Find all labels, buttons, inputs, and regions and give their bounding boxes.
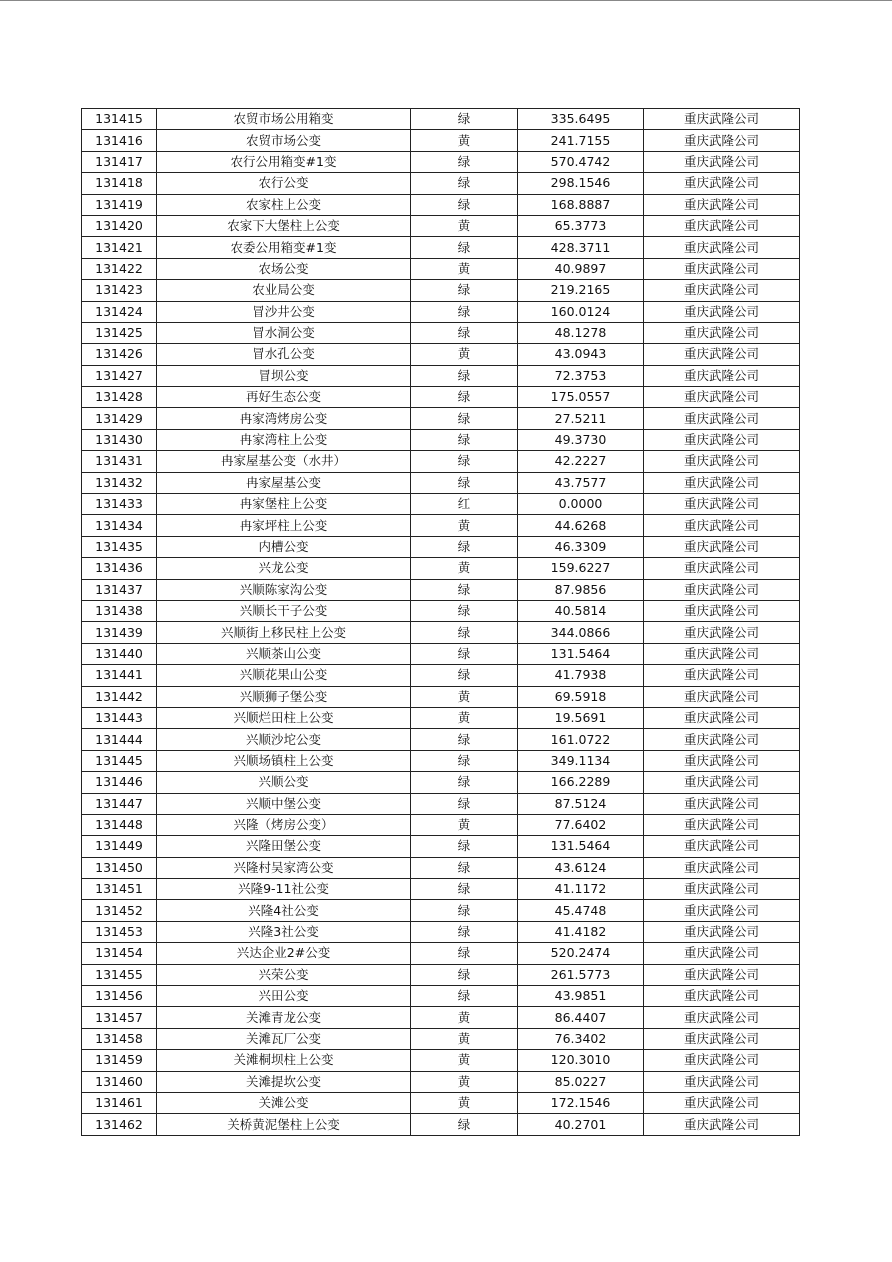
name-cell: 冉家堡柱上公变: [157, 494, 411, 515]
value-cell: 87.5124: [518, 793, 644, 814]
value-cell: 86.4407: [518, 1007, 644, 1028]
status-cell: 绿: [411, 900, 518, 921]
id-cell: 131424: [82, 301, 157, 322]
name-cell: 再好生态公变: [157, 387, 411, 408]
table-row: [82, 1028, 800, 1049]
value-cell: 42.2227: [518, 451, 644, 472]
name-cell: 关滩公变: [157, 1092, 411, 1113]
table-row: [82, 322, 800, 343]
company-cell: 重庆武隆公司: [644, 536, 800, 557]
name-cell: 兴顺公变: [157, 772, 411, 793]
status-cell: 绿: [411, 301, 518, 322]
company-cell: 重庆武隆公司: [644, 429, 800, 450]
value-cell: 349.1134: [518, 750, 644, 771]
company-cell: 重庆武隆公司: [644, 579, 800, 600]
status-cell: 绿: [411, 750, 518, 771]
value-cell: 0.0000: [518, 494, 644, 515]
name-cell: 兴荣公变: [157, 964, 411, 985]
table-row: [82, 1007, 800, 1028]
value-cell: 168.8887: [518, 194, 644, 215]
name-cell: 冉家屋基公变: [157, 472, 411, 493]
company-cell: 重庆武隆公司: [644, 750, 800, 771]
name-cell: 农行公变: [157, 173, 411, 194]
id-cell: 131452: [82, 900, 157, 921]
value-cell: 69.5918: [518, 686, 644, 707]
table-row: [82, 408, 800, 429]
status-cell: 绿: [411, 964, 518, 985]
name-cell: 农行公用箱变#1变: [157, 151, 411, 172]
company-cell: 重庆武隆公司: [644, 643, 800, 664]
status-cell: 黄: [411, 707, 518, 728]
status-cell: 绿: [411, 173, 518, 194]
status-cell: 黄: [411, 1050, 518, 1071]
value-cell: 45.4748: [518, 900, 644, 921]
id-cell: 131427: [82, 365, 157, 386]
table-row: [82, 857, 800, 878]
name-cell: 兴隆田堡公变: [157, 836, 411, 857]
company-cell: 重庆武隆公司: [644, 686, 800, 707]
company-cell: 重庆武隆公司: [644, 622, 800, 643]
id-cell: 131433: [82, 494, 157, 515]
name-cell: 农业局公变: [157, 280, 411, 301]
id-cell: 131441: [82, 665, 157, 686]
id-cell: 131416: [82, 130, 157, 151]
name-cell: 兴隆9-11社公变: [157, 879, 411, 900]
table-row: [82, 109, 800, 130]
company-cell: 重庆武隆公司: [644, 365, 800, 386]
value-cell: 159.6227: [518, 558, 644, 579]
id-cell: 131419: [82, 194, 157, 215]
value-cell: 72.3753: [518, 365, 644, 386]
value-cell: 161.0722: [518, 729, 644, 750]
status-cell: 黄: [411, 1028, 518, 1049]
status-cell: 绿: [411, 665, 518, 686]
value-cell: 298.1546: [518, 173, 644, 194]
id-cell: 131417: [82, 151, 157, 172]
id-cell: 131457: [82, 1007, 157, 1028]
id-cell: 131437: [82, 579, 157, 600]
id-cell: 131438: [82, 600, 157, 621]
name-cell: 兴隆（烤房公变）: [157, 814, 411, 835]
value-cell: 570.4742: [518, 151, 644, 172]
value-cell: 335.6495: [518, 109, 644, 130]
company-cell: 重庆武隆公司: [644, 322, 800, 343]
status-cell: 绿: [411, 109, 518, 130]
company-cell: 重庆武隆公司: [644, 130, 800, 151]
table-row: [82, 472, 800, 493]
id-cell: 131459: [82, 1050, 157, 1071]
value-cell: 120.3010: [518, 1050, 644, 1071]
company-cell: 重庆武隆公司: [644, 857, 800, 878]
company-cell: 重庆武隆公司: [644, 707, 800, 728]
id-cell: 131449: [82, 836, 157, 857]
table-row: [82, 836, 800, 857]
name-cell: 兴顺烂田柱上公变: [157, 707, 411, 728]
id-cell: 131446: [82, 772, 157, 793]
company-cell: 重庆武隆公司: [644, 451, 800, 472]
id-cell: 131461: [82, 1092, 157, 1113]
value-cell: 241.7155: [518, 130, 644, 151]
id-cell: 131432: [82, 472, 157, 493]
table-row: [82, 579, 800, 600]
value-cell: 48.1278: [518, 322, 644, 343]
company-cell: 重庆武隆公司: [644, 173, 800, 194]
value-cell: 131.5464: [518, 643, 644, 664]
name-cell: 农家柱上公变: [157, 194, 411, 215]
company-cell: 重庆武隆公司: [644, 558, 800, 579]
company-cell: 重庆武隆公司: [644, 1092, 800, 1113]
status-cell: 绿: [411, 451, 518, 472]
company-cell: 重庆武隆公司: [644, 964, 800, 985]
company-cell: 重庆武隆公司: [644, 879, 800, 900]
value-cell: 520.2474: [518, 943, 644, 964]
status-cell: 绿: [411, 579, 518, 600]
table-row: [82, 600, 800, 621]
id-cell: 131423: [82, 280, 157, 301]
id-cell: 131431: [82, 451, 157, 472]
id-cell: 131453: [82, 921, 157, 942]
value-cell: 76.3402: [518, 1028, 644, 1049]
value-cell: 77.6402: [518, 814, 644, 835]
status-cell: 绿: [411, 280, 518, 301]
name-cell: 关滩桐坝柱上公变: [157, 1050, 411, 1071]
status-cell: 绿: [411, 151, 518, 172]
status-cell: 绿: [411, 536, 518, 557]
company-cell: 重庆武隆公司: [644, 836, 800, 857]
value-cell: 46.3309: [518, 536, 644, 557]
table-row: [82, 365, 800, 386]
table-row: [82, 558, 800, 579]
value-cell: 344.0866: [518, 622, 644, 643]
id-cell: 131426: [82, 344, 157, 365]
id-cell: 131428: [82, 387, 157, 408]
company-cell: 重庆武隆公司: [644, 1114, 800, 1135]
company-cell: 重庆武隆公司: [644, 600, 800, 621]
company-cell: 重庆武隆公司: [644, 472, 800, 493]
name-cell: 兴顺中堡公变: [157, 793, 411, 814]
name-cell: 关桥黄泥堡柱上公变: [157, 1114, 411, 1135]
value-cell: 40.2701: [518, 1114, 644, 1135]
value-cell: 40.9897: [518, 258, 644, 279]
id-cell: 131420: [82, 215, 157, 236]
status-cell: 绿: [411, 408, 518, 429]
status-cell: 绿: [411, 600, 518, 621]
status-cell: 绿: [411, 836, 518, 857]
company-cell: 重庆武隆公司: [644, 793, 800, 814]
status-cell: 红: [411, 494, 518, 515]
table-row: [82, 879, 800, 900]
table-row: [82, 793, 800, 814]
status-cell: 绿: [411, 879, 518, 900]
status-cell: 绿: [411, 622, 518, 643]
value-cell: 43.0943: [518, 344, 644, 365]
table-row: [82, 1071, 800, 1092]
status-cell: 黄: [411, 1007, 518, 1028]
value-cell: 49.3730: [518, 429, 644, 450]
name-cell: 关滩青龙公变: [157, 1007, 411, 1028]
name-cell: 冒沙井公变: [157, 301, 411, 322]
page-top-border: [0, 0, 892, 1]
table-row: [82, 1050, 800, 1071]
id-cell: 131448: [82, 814, 157, 835]
value-cell: 219.2165: [518, 280, 644, 301]
status-cell: 绿: [411, 793, 518, 814]
name-cell: 冉家屋基公变（水井）: [157, 451, 411, 472]
value-cell: 428.3711: [518, 237, 644, 258]
value-cell: 131.5464: [518, 836, 644, 857]
id-cell: 131455: [82, 964, 157, 985]
table-row: [82, 515, 800, 536]
company-cell: 重庆武隆公司: [644, 665, 800, 686]
table-row: [82, 494, 800, 515]
table-body: [82, 109, 800, 1136]
id-cell: 131443: [82, 707, 157, 728]
id-cell: 131436: [82, 558, 157, 579]
company-cell: 重庆武隆公司: [644, 1050, 800, 1071]
status-cell: 黄: [411, 344, 518, 365]
value-cell: 43.6124: [518, 857, 644, 878]
table-row: [82, 194, 800, 215]
status-cell: 绿: [411, 986, 518, 1007]
company-cell: 重庆武隆公司: [644, 814, 800, 835]
status-cell: 绿: [411, 387, 518, 408]
status-cell: 黄: [411, 258, 518, 279]
id-cell: 131454: [82, 943, 157, 964]
table-row: [82, 921, 800, 942]
value-cell: 85.0227: [518, 1071, 644, 1092]
transformer-table: [81, 108, 800, 1136]
company-cell: 重庆武隆公司: [644, 280, 800, 301]
status-cell: 绿: [411, 322, 518, 343]
table-row: [82, 1114, 800, 1135]
name-cell: 兴隆3社公变: [157, 921, 411, 942]
name-cell: 农贸市场公变: [157, 130, 411, 151]
status-cell: 黄: [411, 130, 518, 151]
table-row: [82, 943, 800, 964]
status-cell: 黄: [411, 1071, 518, 1092]
name-cell: 关滩提坎公变: [157, 1071, 411, 1092]
name-cell: 兴顺长干子公变: [157, 600, 411, 621]
company-cell: 重庆武隆公司: [644, 387, 800, 408]
company-cell: 重庆武隆公司: [644, 943, 800, 964]
value-cell: 87.9856: [518, 579, 644, 600]
table-row: [82, 258, 800, 279]
status-cell: 黄: [411, 686, 518, 707]
status-cell: 黄: [411, 215, 518, 236]
value-cell: 41.7938: [518, 665, 644, 686]
company-cell: 重庆武隆公司: [644, 258, 800, 279]
table-row: [82, 301, 800, 322]
id-cell: 131418: [82, 173, 157, 194]
name-cell: 兴顺狮子堡公变: [157, 686, 411, 707]
company-cell: 重庆武隆公司: [644, 408, 800, 429]
value-cell: 41.4182: [518, 921, 644, 942]
value-cell: 43.7577: [518, 472, 644, 493]
id-cell: 131450: [82, 857, 157, 878]
table-row: [82, 344, 800, 365]
table-row: [82, 429, 800, 450]
value-cell: 19.5691: [518, 707, 644, 728]
value-cell: 65.3773: [518, 215, 644, 236]
name-cell: 兴达企业2#公变: [157, 943, 411, 964]
table-row: [82, 280, 800, 301]
table-row: [82, 151, 800, 172]
table-row: [82, 130, 800, 151]
status-cell: 黄: [411, 515, 518, 536]
company-cell: 重庆武隆公司: [644, 151, 800, 172]
company-cell: 重庆武隆公司: [644, 772, 800, 793]
company-cell: 重庆武隆公司: [644, 515, 800, 536]
value-cell: 40.5814: [518, 600, 644, 621]
name-cell: 兴隆村吴家湾公变: [157, 857, 411, 878]
id-cell: 131440: [82, 643, 157, 664]
company-cell: 重庆武隆公司: [644, 1007, 800, 1028]
id-cell: 131445: [82, 750, 157, 771]
id-cell: 131422: [82, 258, 157, 279]
value-cell: 44.6268: [518, 515, 644, 536]
status-cell: 黄: [411, 814, 518, 835]
name-cell: 关滩瓦厂公变: [157, 1028, 411, 1049]
company-cell: 重庆武隆公司: [644, 986, 800, 1007]
id-cell: 131421: [82, 237, 157, 258]
name-cell: 冒水孔公变: [157, 344, 411, 365]
status-cell: 绿: [411, 857, 518, 878]
name-cell: 兴顺花果山公变: [157, 665, 411, 686]
name-cell: 兴顺沙坨公变: [157, 729, 411, 750]
status-cell: 绿: [411, 237, 518, 258]
status-cell: 绿: [411, 643, 518, 664]
company-cell: 重庆武隆公司: [644, 1028, 800, 1049]
value-cell: 166.2289: [518, 772, 644, 793]
id-cell: 131435: [82, 536, 157, 557]
name-cell: 农场公变: [157, 258, 411, 279]
id-cell: 131458: [82, 1028, 157, 1049]
name-cell: 冉家坪柱上公变: [157, 515, 411, 536]
id-cell: 131439: [82, 622, 157, 643]
company-cell: 重庆武隆公司: [644, 344, 800, 365]
id-cell: 131456: [82, 986, 157, 1007]
value-cell: 175.0557: [518, 387, 644, 408]
id-cell: 131430: [82, 429, 157, 450]
status-cell: 绿: [411, 365, 518, 386]
table-row: [82, 643, 800, 664]
id-cell: 131451: [82, 879, 157, 900]
name-cell: 冒坝公变: [157, 365, 411, 386]
status-cell: 绿: [411, 472, 518, 493]
table-row: [82, 536, 800, 557]
id-cell: 131429: [82, 408, 157, 429]
name-cell: 兴顺街上移民柱上公变: [157, 622, 411, 643]
table-row: [82, 814, 800, 835]
name-cell: 兴顺陈家沟公变: [157, 579, 411, 600]
table-row: [82, 622, 800, 643]
value-cell: 43.9851: [518, 986, 644, 1007]
table-row: [82, 173, 800, 194]
id-cell: 131447: [82, 793, 157, 814]
name-cell: 兴隆4社公变: [157, 900, 411, 921]
name-cell: 冉家湾柱上公变: [157, 429, 411, 450]
id-cell: 131415: [82, 109, 157, 130]
table-row: [82, 686, 800, 707]
name-cell: 兴龙公变: [157, 558, 411, 579]
table-row: [82, 986, 800, 1007]
table-row: [82, 729, 800, 750]
name-cell: 兴顺场镇柱上公变: [157, 750, 411, 771]
name-cell: 农委公用箱变#1变: [157, 237, 411, 258]
id-cell: 131425: [82, 322, 157, 343]
company-cell: 重庆武隆公司: [644, 729, 800, 750]
name-cell: 农贸市场公用箱变: [157, 109, 411, 130]
company-cell: 重庆武隆公司: [644, 921, 800, 942]
value-cell: 41.1172: [518, 879, 644, 900]
name-cell: 内槽公变: [157, 536, 411, 557]
status-cell: 绿: [411, 943, 518, 964]
status-cell: 黄: [411, 1092, 518, 1113]
name-cell: 兴顺茶山公变: [157, 643, 411, 664]
table-row: [82, 707, 800, 728]
status-cell: 绿: [411, 1114, 518, 1135]
status-cell: 绿: [411, 429, 518, 450]
id-cell: 131460: [82, 1071, 157, 1092]
id-cell: 131444: [82, 729, 157, 750]
company-cell: 重庆武隆公司: [644, 237, 800, 258]
company-cell: 重庆武隆公司: [644, 215, 800, 236]
id-cell: 131442: [82, 686, 157, 707]
table-row: [82, 387, 800, 408]
status-cell: 绿: [411, 194, 518, 215]
company-cell: 重庆武隆公司: [644, 900, 800, 921]
table-row: [82, 750, 800, 771]
table-row: [82, 900, 800, 921]
name-cell: 冒水洞公变: [157, 322, 411, 343]
company-cell: 重庆武隆公司: [644, 1071, 800, 1092]
company-cell: 重庆武隆公司: [644, 494, 800, 515]
table-row: [82, 1092, 800, 1113]
id-cell: 131462: [82, 1114, 157, 1135]
table-row: [82, 772, 800, 793]
table-row: [82, 237, 800, 258]
company-cell: 重庆武隆公司: [644, 194, 800, 215]
status-cell: 绿: [411, 729, 518, 750]
id-cell: 131434: [82, 515, 157, 536]
status-cell: 黄: [411, 558, 518, 579]
name-cell: 兴田公变: [157, 986, 411, 1007]
table-row: [82, 215, 800, 236]
value-cell: 261.5773: [518, 964, 644, 985]
value-cell: 27.5211: [518, 408, 644, 429]
status-cell: 绿: [411, 921, 518, 942]
status-cell: 绿: [411, 772, 518, 793]
table-row: [82, 665, 800, 686]
company-cell: 重庆武隆公司: [644, 301, 800, 322]
value-cell: 160.0124: [518, 301, 644, 322]
company-cell: 重庆武隆公司: [644, 109, 800, 130]
table-row: [82, 964, 800, 985]
value-cell: 172.1546: [518, 1092, 644, 1113]
name-cell: 农家下大堡柱上公变: [157, 215, 411, 236]
name-cell: 冉家湾烤房公变: [157, 408, 411, 429]
table-row: [82, 451, 800, 472]
